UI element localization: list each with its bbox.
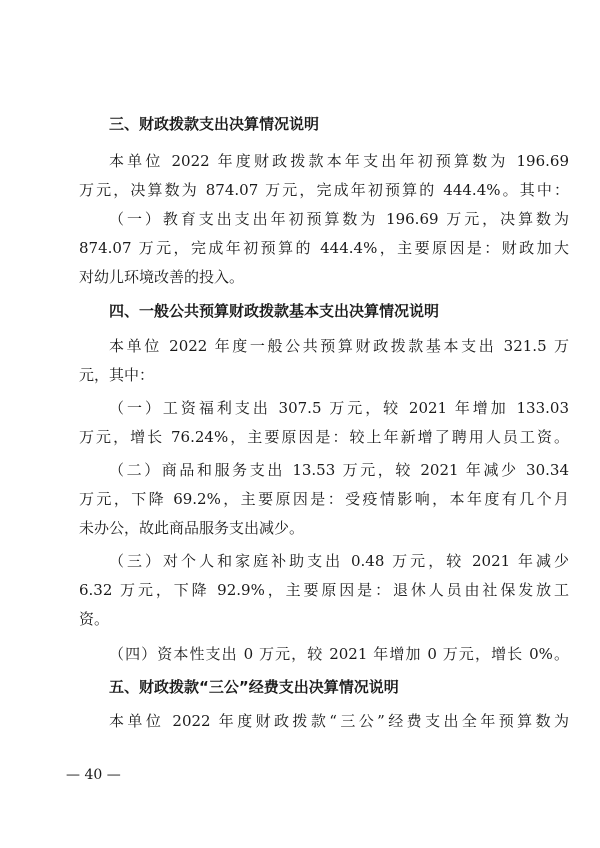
paragraph-line: （一）教育支出支出年初预算数为 196.69 万元，决算数为 [109,210,569,228]
section-heading-5: 五、财政拨款“三公”经费支出决算情况说明 [109,678,399,696]
paragraph-line: （四）资本性支出 0 万元，较 2021 年增加 0 万元，增长 0%。 [109,645,569,663]
paragraph-line: 未办公，故此商品服务支出减少。 [79,519,305,537]
paragraph-line: 元，其中： [79,366,155,384]
paragraph-line: 本单位 2022 年度财政拨款本年支出年初预算数为 196.69 [109,152,569,170]
section-heading-3: 三、财政拨款支出决算情况说明 [109,115,320,133]
paragraph-line: 本单位 2022 年度财政拨款“三公”经费支出全年预算数为 [109,712,569,730]
paragraph-line: （二）商品和服务支出 13.53 万元，较 2021 年减少 30.34 [109,461,569,479]
paragraph-line: 874.07 万元，完成年初预算的 444.4%，主要原因是：财政加大 [79,239,569,257]
paragraph-line: 6.32 万元，下降 92.9%，主要原因是：退休人员由社保发放工 [79,581,569,599]
paragraph-line: （一）工资福利支出 307.5 万元，较 2021 年增加 133.03 [109,399,569,417]
page-number: — 40 — [66,767,121,783]
paragraph-line: 万元，决算数为 874.07 万元，完成年初预算的 444.4%。其中： [79,181,569,199]
paragraph-line: 万元，下降 69.2%，主要原因是：受疫情影响，本年度有几个月 [79,490,569,508]
paragraph-line: 资。 [79,610,110,628]
paragraph-line: 万元，增长 76.24%，主要原因是：较上年新增了聘用人员工资。 [79,428,569,446]
paragraph-line: 本单位 2022 年度一般公共预算财政拨款基本支出 321.5 万 [109,337,569,355]
paragraph-line: （三）对个人和家庭补助支出 0.48 万元，较 2021 年减少 [109,552,569,570]
section-heading-4: 四、一般公共预算财政拨款基本支出决算情况说明 [109,302,440,320]
paragraph-line: 对幼儿环境改善的投入。 [79,268,245,286]
